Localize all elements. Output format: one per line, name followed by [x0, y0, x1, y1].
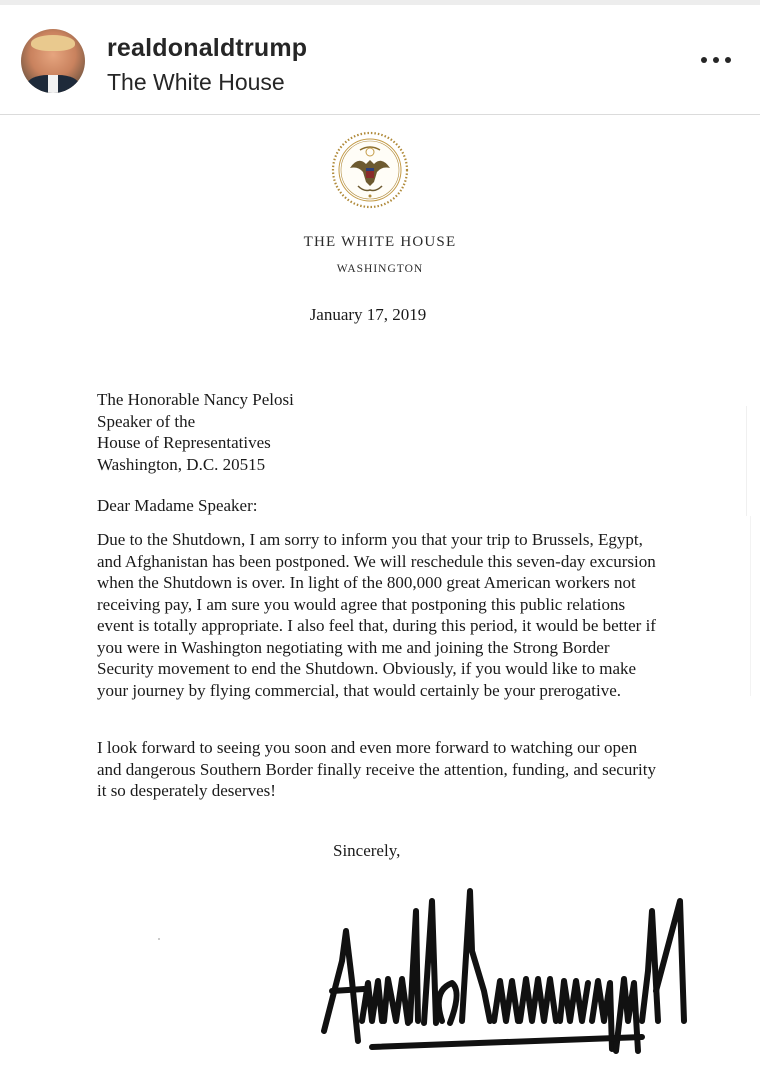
post-header	[0, 5, 760, 115]
presidential-seal-icon	[330, 130, 410, 210]
speck	[158, 938, 160, 940]
closing: Sincerely,	[333, 841, 401, 860]
salutation: Dear Madame Speaker:	[97, 496, 258, 515]
post-image-letter[interactable]	[0, 116, 760, 1080]
body-paragraph-1: Due to the Shutdown, I am sorry to inform you that your trip to Brussels, Egypt, and Afghanistan has been postponed. We will reschedule this seven-day excursion when the Shutdown is over. In light of the 800,000 great American workers not receiving pay, I am sure you would agree that postponing this public relations event is totally appropriate. I also feel that, during this period, it would be better if you were in Washington negotiating with me and joining the Strong Border Security movement to end the Shutdown. Obviously, if you would like to make your journey by flying commercial, that would certainly be your prerogative.	[97, 530, 656, 700]
page-edge-shadow	[746, 406, 747, 516]
address-line: Washington, D.C. 20515	[97, 454, 266, 474]
more-options-icon[interactable]	[698, 53, 734, 67]
username-link[interactable]: realdonaldtrump	[107, 34, 308, 62]
address-line: The Honorable Nancy Pelosi	[97, 390, 294, 409]
avatar-hair	[31, 35, 75, 51]
letter-date: January 17, 2019	[309, 305, 427, 324]
recipient-address	[97, 389, 294, 475]
location-link[interactable]: The White House	[107, 69, 285, 95]
signature-icon	[312, 871, 692, 1061]
page-edge-shadow	[750, 516, 751, 696]
body-paragraph-2: I look forward to seeing you soon and even more forward to watching our open and dangerous Southern Border finally receive the attention, funding, and security it so desperately deserves!	[97, 738, 656, 800]
address-line: House of Representatives	[97, 433, 271, 452]
letterhead-city: WASHINGTON	[336, 263, 424, 275]
letterhead-title: THE WHITE HOUSE	[303, 234, 457, 250]
address-line: Speaker of the	[97, 411, 196, 431]
avatar-shirt	[48, 75, 58, 93]
avatar[interactable]	[21, 29, 85, 93]
